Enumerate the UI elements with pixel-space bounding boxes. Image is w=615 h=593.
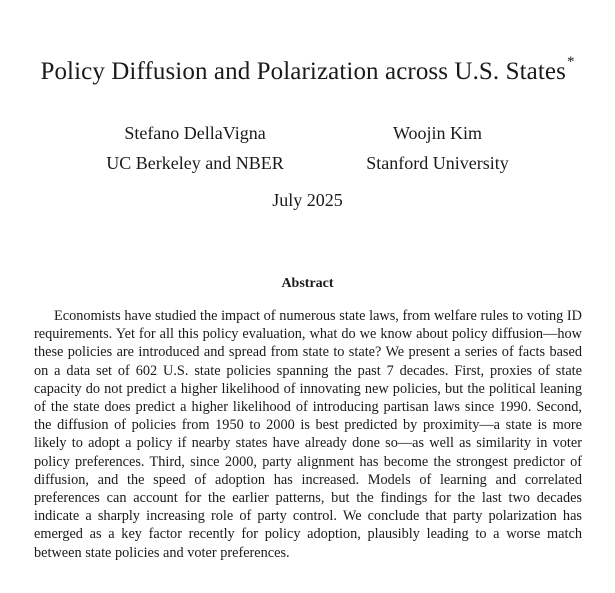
abstract-text: Economists have studied the impact of numerous state laws, from welfare rules to voting ID requirements. Yet for all this policy evaluation, what do we know about policy diffusion—how these policies are introduced and spread from state to state? We present a series of facts based on a data set of 602 U.S. state policies spanning the past 7 decades. First, proxies of state capacity do not predict a higher likelihood of innovating new policies, but the political leaning of the state does predict a higher likelihood of introducing partisan laws since 1990. Second, the diffusion of policies from 1950 to 2000 is best predicted by proximity—a state is more likely to adopt a policy if nearby states have already done so—as well as similarity in voter policy preferences. Third, since 2000, party alignment has become the strongest predictor of diffusion, and the speed of adoption has increased. Models of learning and correlated preferences can account for the earlier patterns, but the findings for the last two decades indicate a sharply increasing role of party control. We conclude that party polarization has emerged as a key factor recently for policy adoption, plausibly leading to a worse match between state policies and voter preferences. — [34, 308, 582, 561]
author-name: Woojin Kim — [392, 123, 483, 143]
author-affiliation: UC Berkeley and NBER — [106, 153, 284, 173]
author-block-2 — [330, 118, 545, 178]
paper-title — [0, 54, 615, 86]
paper-title-text: Policy Diffusion and Polarization across U.S. States — [40, 58, 566, 85]
author-block-1 — [80, 118, 310, 178]
author-affiliation: Stanford University — [366, 153, 509, 173]
author-name: Stefano DellaVigna — [124, 123, 266, 143]
abstract-heading: Abstract — [281, 276, 334, 291]
title-footnote-mark: * — [566, 54, 575, 70]
paper-date: July 2025 — [272, 190, 343, 210]
